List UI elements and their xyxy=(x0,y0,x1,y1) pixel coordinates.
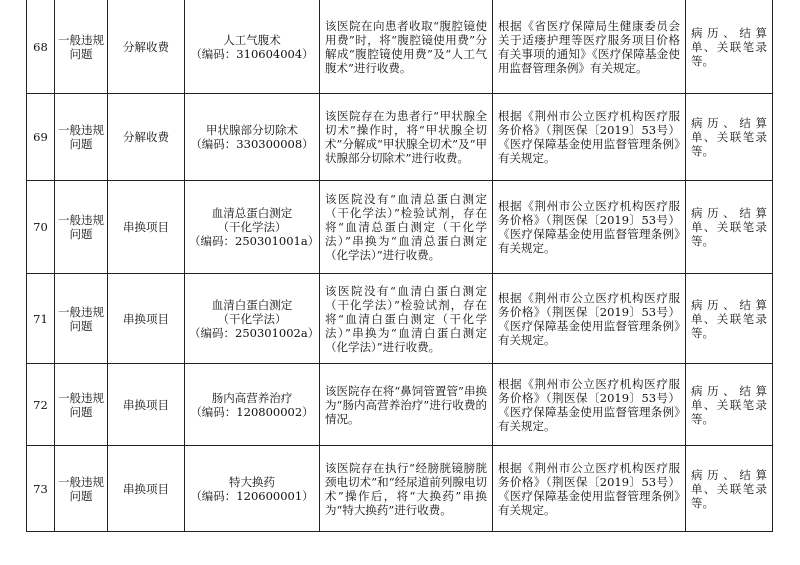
violation-category: 串换项目 xyxy=(108,274,185,364)
item-method: （干化学法） xyxy=(217,311,287,326)
table-row xyxy=(27,274,773,364)
row-number: 69 xyxy=(27,94,55,181)
item-name: 特大换药 xyxy=(229,474,275,489)
table-row xyxy=(27,0,773,94)
violation-category: 分解收费 xyxy=(108,94,185,181)
table-row xyxy=(27,181,773,274)
item-name: 甲状腺部分切除术 xyxy=(206,123,298,137)
item-code: （编码：120600001） xyxy=(190,488,314,503)
row-number: 72 xyxy=(27,364,55,446)
table-row xyxy=(27,94,773,181)
charge-item xyxy=(185,181,320,274)
legal-basis: 根据《荆州市公立医疗机构医疗服务价格》（荆医保〔2019〕53号）《医疗保障基金使用监督管理条例》有关规定。 xyxy=(493,446,686,532)
legal-basis: 根据《荆州市公立医疗机构医疗服务价格》（荆医保〔2019〕53号）《医疗保障基金使用监督管理条例》有关规定。 xyxy=(493,181,686,274)
item-code: （编码：250301001a） xyxy=(189,234,320,248)
violation-type: 一般违规问题 xyxy=(55,274,108,364)
row-number: 68 xyxy=(27,0,55,94)
item-method: （干化学法） xyxy=(217,220,287,234)
violation-description: 该医院存在执行“经膀胱镜膀胱颈电切术”和“经尿道前列腺电切术”操作后，将“大换药”串换为“特大换药”进行收费。 xyxy=(320,446,493,532)
evidence-materials: 病历、结算单、关联笔录等。 xyxy=(686,181,773,274)
violation-type: 一般违规问题 xyxy=(55,181,108,274)
charge-item xyxy=(185,274,320,364)
table-row xyxy=(27,364,773,446)
violation-category: 分解收费 xyxy=(108,0,185,94)
violation-description: 该医院在向患者收取“腹腔镜使用费”时，将“腹腔镜使用费”分解成“腹腔镜使用费”及“人工气腹术”进行收费。 xyxy=(320,0,493,94)
violation-description: 该医院存在为患者行“甲状腺全切术”操作时，将“甲状腺全切术”分解成“甲状腺全切术”及“甲状腺部分切除术”进行收费。 xyxy=(320,94,493,181)
violation-category: 串换项目 xyxy=(108,181,185,274)
evidence-materials: 病历、结算单、关联笔录等。 xyxy=(686,274,773,364)
row-number: 73 xyxy=(27,446,55,532)
violation-category: 串换项目 xyxy=(108,364,185,446)
charge-item xyxy=(185,446,320,532)
table-row xyxy=(27,446,773,532)
legal-basis: 根据《荆州市公立医疗机构医疗服务价格》（荆医保〔2019〕53号）《医疗保障基金使用监督管理条例》有关规定。 xyxy=(493,94,686,181)
legal-basis: 根据《省医疗保障局生健康委员会关于适瘘护理等医疗服务项目价格有关事项的通知》《医疗保障基金使用监督管理条例》有关规定。 xyxy=(493,0,686,94)
evidence-materials: 病历、结算单、关联笔录等。 xyxy=(686,94,773,181)
item-name: 肠内高营养治疗 xyxy=(211,390,293,405)
charge-item xyxy=(185,364,320,446)
charge-item xyxy=(185,94,320,181)
violation-category: 串换项目 xyxy=(108,446,185,532)
evidence-materials: 病历、结算单、关联笔录等。 xyxy=(686,0,773,94)
violation-type: 一般违规问题 xyxy=(55,364,108,446)
item-code: （编码：330300008） xyxy=(190,137,314,151)
violation-table xyxy=(26,0,773,532)
item-code: （编码：250301002a） xyxy=(189,325,320,340)
item-name: 血清白蛋白测定 xyxy=(211,297,293,312)
violation-type: 一般违规问题 xyxy=(55,446,108,532)
item-name: 血清总蛋白测定 xyxy=(211,206,293,220)
row-number: 71 xyxy=(27,274,55,364)
row-number: 70 xyxy=(27,181,55,274)
evidence-materials: 病历、结算单、关联笔录等。 xyxy=(686,364,773,446)
item-name: 人工气腹术 xyxy=(223,32,281,47)
item-code: （编码：120800002） xyxy=(190,404,314,419)
violation-description: 该医院没有“血清白蛋白测定（干化学法）”检验试剂，存在将“血清白蛋白测定（干化学法）”串换为“血清白蛋白测定（化学法）”进行收费。 xyxy=(320,274,493,364)
violation-description: 该医院存在将“鼻饲管置管”串换为“肠内高营养治疗”进行收费的情况。 xyxy=(320,364,493,446)
violation-type: 一般违规问题 xyxy=(55,0,108,94)
evidence-materials: 病历、结算单、关联笔录等。 xyxy=(686,446,773,532)
violation-type: 一般违规问题 xyxy=(55,94,108,181)
charge-item xyxy=(185,0,320,94)
legal-basis: 根据《荆州市公立医疗机构医疗服务价格》（荆医保〔2019〕53号）《医疗保障基金使用监督管理条例》有关规定。 xyxy=(493,274,686,364)
violation-description: 该医院没有“血清总蛋白测定（干化学法）”检验试剂，存在将“血清总蛋白测定（干化学法）”串换为“血清总蛋白测定（化学法）”进行收费。 xyxy=(320,181,493,274)
item-code: （编码：310604004） xyxy=(190,46,314,61)
legal-basis: 根据《荆州市公立医疗机构医疗服务价格》（荆医保〔2019〕53号）《医疗保障基金使用监督管理条例》有关规定。 xyxy=(493,364,686,446)
